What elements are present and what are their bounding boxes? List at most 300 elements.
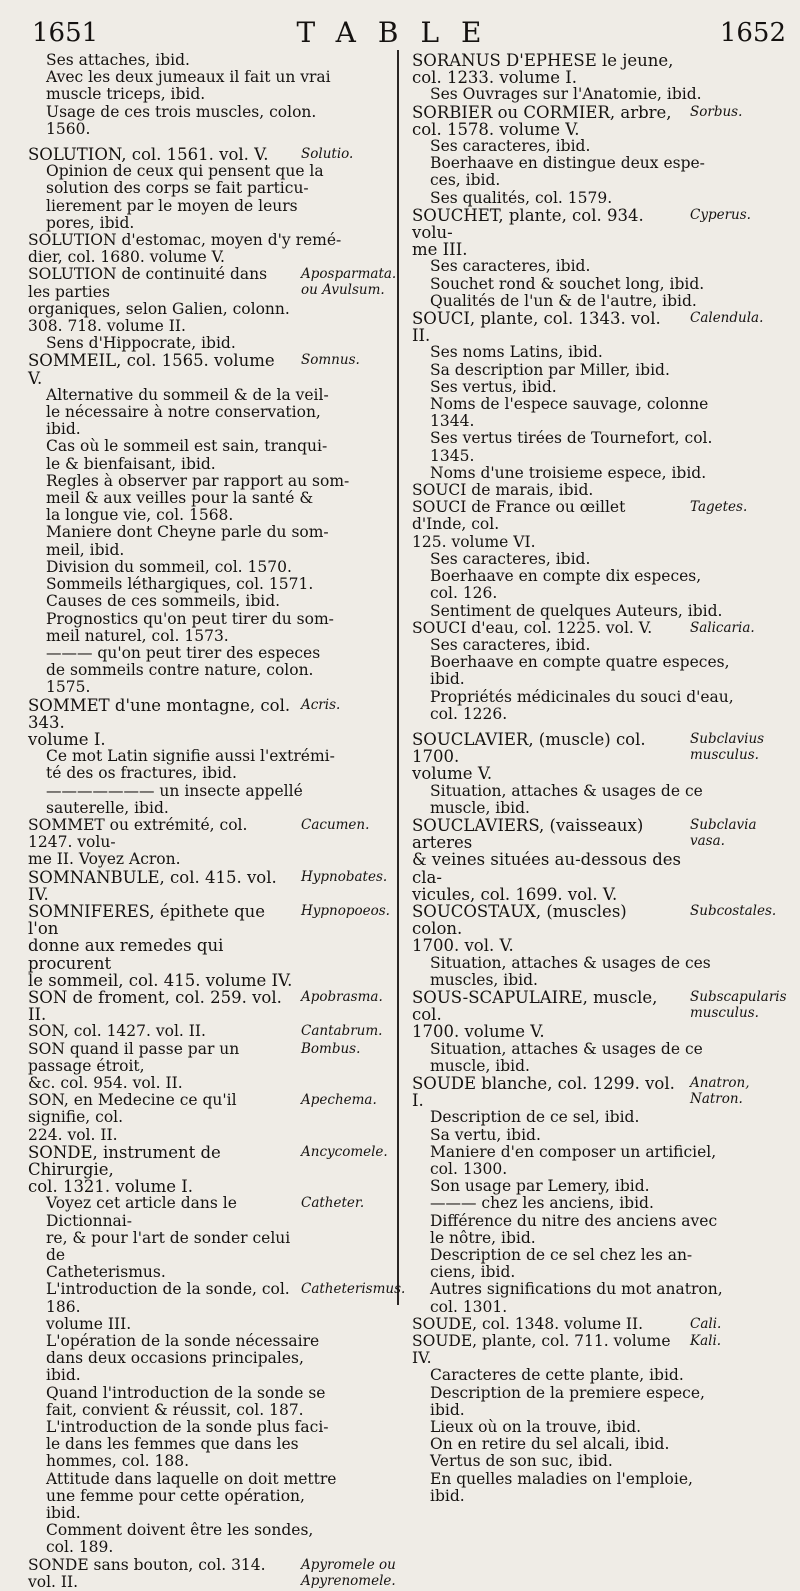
entry-text: [412, 190, 792, 207]
entry-line: Caracteres de cette plante, ibid.: [430, 1366, 684, 1385]
entry-line: col. 1226.: [430, 704, 508, 723]
entry-line: Opinion de ceux qui pensent que la: [46, 162, 324, 181]
latin-margin-note: Subclavius musculus.: [690, 730, 765, 763]
entry-line: Description de ce sel chez les an-: [430, 1246, 693, 1265]
entry-line: 1345.: [430, 446, 475, 465]
index-entry: [412, 104, 792, 138]
entry-text: [412, 293, 792, 310]
entry-line: L'introduction de la sonde, col. 186.: [46, 1280, 295, 1316]
entry-line: une femme pour cette opération,: [46, 1486, 305, 1505]
entry-line: Description de la premiere espece,: [430, 1383, 705, 1402]
entry-line: col. 1300.: [430, 1160, 508, 1178]
latin-margin-note: Somnus.: [301, 352, 360, 369]
index-entry: [28, 232, 403, 266]
entry-text: [412, 689, 792, 723]
latin-margin-note: Ancycomele.: [301, 1143, 388, 1160]
entry-line: SON, en Medecine ce qu'il signifie, col.: [28, 1091, 242, 1127]
entry-line: me II. Voyez Acron.: [28, 850, 181, 869]
entry-text: [412, 344, 792, 361]
latin-margin-note: Kali.: [690, 1333, 722, 1350]
index-entry: [412, 1453, 792, 1470]
entry-line: muscles, ibid.: [430, 970, 538, 989]
entry-text: [412, 1281, 792, 1315]
entry-line: Sa vertu, ibid.: [430, 1125, 541, 1144]
entry-line: Alternative du sommeil & de la veil-: [46, 385, 329, 404]
entry-line: Ses caracteres, ibid.: [430, 635, 591, 654]
latin-margin-note: Hypnobates.: [301, 868, 388, 885]
entry-line: SONDE sans bouton, col. 314. vol. II.: [28, 1555, 271, 1591]
entry-line: SOMNANBULE, col. 415. vol. IV.: [28, 867, 282, 904]
index-entry: [28, 1522, 403, 1556]
entry-line: Lieux où on la trouve, ibid.: [430, 1418, 642, 1437]
entry-line: 224. vol. II.: [28, 1125, 118, 1144]
entry-line: L'opération de la sonde nécessaire: [46, 1332, 320, 1351]
entry-line: SOUCI de marais, ibid.: [412, 481, 594, 500]
entry-text: [28, 576, 403, 593]
entry-text: [412, 1041, 792, 1075]
entry-line: volume III.: [46, 1314, 132, 1333]
entry-line: 1700. volume V.: [412, 1022, 545, 1042]
latin-margin-note: Solutio.: [301, 146, 354, 163]
index-entry: [28, 748, 403, 782]
entry-text: [412, 258, 792, 275]
index-entry: [28, 989, 403, 1023]
entry-text: [28, 524, 403, 558]
entry-text: [28, 232, 403, 266]
index-entry: [28, 1280, 406, 1333]
entry-line: SOUDE, plante, col. 711. volume IV.: [412, 1332, 676, 1368]
entry-line: SONDE, instrument de Chirurgie,: [28, 1142, 227, 1179]
index-entry: [28, 1023, 403, 1040]
index-entry: [28, 559, 403, 576]
latin-margin-note: Apobrasma.: [301, 988, 383, 1005]
entry-text: [412, 482, 792, 499]
entry-line: ibid.: [430, 670, 465, 689]
entry-line: ibid.: [46, 1504, 81, 1523]
entry-line: muscle, ibid.: [430, 798, 530, 817]
right-column: [412, 52, 792, 1505]
entry-text: [412, 1471, 792, 1505]
index-entry: [28, 1195, 403, 1281]
entry-line: Vertus de son suc, ibid.: [430, 1452, 613, 1471]
entry-line: SON, col. 1427. vol. II.: [28, 1022, 206, 1041]
entry-line: Division du sommeil, col. 1570.: [46, 557, 292, 576]
entry-text: [28, 104, 403, 138]
entry-line: SOUCOSTAUX, (muscles) colon.: [412, 901, 632, 939]
entry-line: Noms d'une troisieme espece, ibid.: [430, 463, 707, 482]
index-entry: [28, 1041, 403, 1093]
entry-text: [412, 1127, 792, 1144]
entry-text: [412, 783, 792, 817]
entry-line: Boerhaave en compte quatre especes,: [430, 653, 730, 672]
entry-line: Différence du nitre des anciens avec: [430, 1211, 718, 1230]
index-entry: [412, 620, 792, 637]
entry-text: [412, 1213, 792, 1247]
entry-line: Sentiment de quelques Auteurs, ibid.: [430, 601, 723, 620]
entry-line: Cas où le sommeil est sain, tranqui-: [46, 437, 328, 456]
entry-line: Regles à observer par rapport au som-: [46, 471, 350, 490]
entry-text: [412, 1178, 792, 1195]
index-entry: [412, 379, 792, 396]
entry-line: ibid.: [46, 420, 81, 439]
entry-line: Qualités de l'un & de l'autre, ibid.: [430, 291, 697, 310]
entry-line: SORANUS D'EPHESE le jeune,: [412, 51, 674, 70]
entry-line: Comment doivent être les sondes,: [46, 1521, 314, 1540]
latin-margin-note: Cacumen.: [301, 816, 370, 833]
index-entry: [412, 276, 792, 293]
latin-margin-note: Apyromele ou Apyrenomele.: [301, 1556, 396, 1589]
index-entry: [412, 1213, 792, 1247]
entry-line: 308. 718. volume II.: [28, 317, 186, 336]
entry-line: SOLUTION de continuité dans les parties: [28, 265, 272, 301]
latin-margin-note: Hypnopoeos.: [301, 902, 390, 919]
index-entry: [412, 465, 792, 482]
entry-line: Situation, attaches & usages de ces: [430, 953, 711, 972]
index-entry: [412, 1471, 792, 1505]
entry-line: 125. volume VI.: [412, 532, 536, 551]
entry-line: le nécessaire à notre conservation,: [46, 403, 321, 422]
latin-margin-note: Apechema.: [301, 1092, 377, 1109]
entry-line: dans deux occasions principales,: [46, 1349, 304, 1368]
latin-margin-note: Anatron, Natron.: [690, 1074, 750, 1107]
index-entry: [412, 258, 792, 275]
entry-line: Avec les deux jumeaux il fait un vrai: [46, 68, 331, 87]
entry-line: meil naturel, col. 1573.: [46, 626, 229, 645]
entry-line: Sommeils léthargiques, col. 1571.: [46, 575, 314, 594]
index-entry: [28, 576, 403, 593]
entry-line: Ce mot Latin signifie aussi l'extrémi-: [46, 747, 335, 766]
entry-line: ——————— un insecte appellé: [46, 781, 303, 800]
entry-text: [412, 362, 792, 379]
index-entry: [28, 387, 403, 439]
entry-line: col. 189.: [46, 1538, 114, 1557]
entry-text: [412, 1419, 792, 1436]
entry-line: SOUCLAVIER, (muscle) col. 1700.: [412, 729, 651, 767]
entry-text: [412, 654, 792, 688]
entry-line: muscle, ibid.: [430, 1056, 530, 1075]
entry-text: [412, 379, 792, 396]
index-entry: [28, 611, 403, 645]
latin-margin-note: Bombus.: [301, 1040, 361, 1057]
entry-text: [412, 955, 792, 989]
entry-line: Boerhaave en compte dix especes,: [430, 567, 702, 586]
entry-text: [28, 387, 403, 439]
entry-line: On en retire du sel alcali, ibid.: [430, 1435, 670, 1454]
index-entry: [412, 1127, 792, 1144]
entry-line: ibid.: [430, 1400, 465, 1419]
entry-line: Souchet rond & souchet long, ibid.: [430, 274, 705, 293]
index-entry: [28, 1385, 403, 1419]
entry-line: ——— chez les anciens, ibid.: [430, 1194, 654, 1213]
index-entry: [28, 146, 403, 163]
entry-line: Ses noms Latins, ibid.: [430, 343, 603, 362]
index-entry: [28, 52, 403, 69]
entry-line: volume V.: [412, 764, 493, 784]
entry-line: col. 1301.: [430, 1297, 508, 1316]
entry-line: Catheterismus.: [46, 1263, 166, 1282]
index-entry: [412, 637, 792, 654]
entry-line: SORBIER ou CORMIER, arbre,: [412, 102, 672, 122]
entry-line: 1560.: [46, 119, 91, 138]
index-entry: [412, 344, 792, 361]
index-entry: [28, 1333, 403, 1385]
entry-line: Ses caracteres, ibid.: [430, 137, 591, 156]
entry-text: [412, 155, 792, 189]
entry-line: té des os fractures, ibid.: [46, 764, 237, 783]
index-entry: [28, 903, 403, 989]
index-entry: [412, 1333, 792, 1367]
entry-line: le nôtre, ibid.: [430, 1228, 536, 1247]
entry-text: [28, 1333, 403, 1385]
entry-line: col. 126.: [430, 584, 498, 603]
entry-line: SOUCI d'eau, col. 1225. vol. V.: [412, 618, 653, 637]
index-entry: [412, 190, 792, 207]
entry-line: col. 1321. volume I.: [28, 1177, 193, 1197]
entry-text: [412, 1247, 792, 1281]
entry-line: ——— qu'on peut tirer des especes: [46, 643, 321, 662]
entry-line: SOUCI, plante, col. 1343. vol. II.: [412, 309, 667, 346]
latin-margin-note: Catheterismus.: [301, 1281, 406, 1298]
entry-line: le dans les femmes que dans les: [46, 1435, 299, 1454]
index-entry: [28, 817, 403, 869]
entry-text: [28, 163, 403, 232]
entry-line: &c. col. 954. vol. II.: [28, 1073, 183, 1092]
index-entry: [412, 499, 792, 551]
entry-text: [28, 593, 403, 610]
entry-line: Attitude dans laquelle on doit mettre: [46, 1469, 337, 1488]
index-entry: [412, 1109, 792, 1126]
entry-text: [28, 645, 403, 697]
latin-margin-note: Tagetes.: [690, 499, 748, 516]
index-entry: [28, 438, 403, 472]
entry-line: En quelles maladies on l'emploie,: [430, 1469, 693, 1488]
entry-text: [412, 1195, 792, 1212]
latin-margin-note: Subclavia vasa.: [690, 816, 757, 849]
entry-line: solution des corps se fait particu-: [46, 179, 309, 198]
latin-margin-note: Aposparmata. ou Avulsum.: [301, 266, 397, 299]
entry-line: SOUS-SCAPULAIRE, muscle, col.: [412, 987, 663, 1025]
index-entry: [28, 869, 403, 903]
index-entry: [412, 1385, 792, 1419]
index-entry: [412, 568, 792, 602]
page-number-left: 1651: [32, 18, 99, 48]
entry-line: SOUCHET, plante, col. 934. volu-: [412, 205, 649, 243]
entry-line: re, & pour l'art de sonder celui de: [46, 1228, 296, 1265]
entry-line: Quand l'introduction de la sonde se: [46, 1383, 326, 1402]
index-entry: [412, 396, 792, 430]
entry-text: [28, 783, 403, 817]
entry-text: [28, 1385, 403, 1419]
entry-line: Situation, attaches & usages de ce: [430, 781, 703, 800]
entry-line: me III.: [412, 240, 468, 260]
latin-margin-note: Subscapularis musculus.: [690, 988, 787, 1021]
entry-line: Sens d'Hippocrate, ibid.: [46, 334, 236, 353]
index-entry: [412, 1367, 792, 1384]
entry-line: Maniere dont Cheyne parle du som-: [46, 523, 329, 542]
index-entry: [412, 1178, 792, 1195]
entry-line: Voyez cet article dans le Dictionnai-: [46, 1194, 242, 1230]
latin-margin-note: Acris.: [301, 696, 341, 713]
index-entry: [412, 817, 792, 903]
entry-line: SOMNIFERES, épithete que l'on: [28, 901, 271, 939]
entry-line: SOUDE blanche, col. 1299. vol. I.: [412, 1073, 681, 1111]
index-entry: [412, 207, 792, 259]
index-entry: [412, 1075, 792, 1109]
entry-line: Situation, attaches & usages de ce: [430, 1039, 703, 1058]
entry-line: la longue vie, col. 1568.: [46, 506, 234, 525]
entry-text: [412, 637, 792, 654]
entry-line: meil & aux veilles pour la santé &: [46, 489, 314, 508]
entry-line: SOMMET ou extrémité, col. 1247. volu-: [28, 815, 253, 852]
running-title: TABLE: [296, 16, 504, 49]
index-entry: [28, 163, 403, 232]
entry-text: [412, 568, 792, 602]
latin-margin-note: Calendula.: [690, 310, 764, 327]
index-entry: [412, 1144, 792, 1178]
entry-line: sauterelle, ibid.: [46, 798, 169, 817]
entry-line: hommes, col. 188.: [46, 1452, 190, 1471]
index-entry: [28, 335, 403, 352]
index-entry: [412, 1316, 792, 1333]
entry-line: SON quand il passe par un passage étroit,: [28, 1039, 245, 1075]
entry-line: volume I.: [28, 729, 106, 749]
index-entry: [412, 482, 792, 499]
entry-text: [28, 473, 403, 525]
entry-line: col. 1233. volume I.: [412, 68, 577, 88]
entry-text: [412, 1144, 792, 1178]
entry-line: Ses caracteres, ibid.: [430, 549, 591, 568]
entry-line: col. 1578. volume V.: [412, 119, 580, 139]
entry-text: [28, 1471, 403, 1523]
entry-line: vicules, col. 1699. vol. V.: [412, 884, 618, 904]
latin-margin-note: Subcostales.: [690, 902, 777, 919]
index-entry: [412, 603, 792, 620]
index-entry: [28, 1092, 403, 1144]
entry-line: Description de ce sel, ibid.: [430, 1108, 640, 1127]
entry-line: SOLUTION d'estomac, moyen d'y remé-: [28, 231, 342, 250]
entry-line: 1575.: [46, 678, 91, 697]
entry-line: Son usage par Lemery, ibid.: [430, 1177, 650, 1196]
index-entry: [28, 783, 403, 817]
entry-line: ibid.: [46, 1366, 81, 1385]
entry-line: Sa description par Miller, ibid.: [430, 360, 670, 379]
entry-line: SOMMET d'une montagne, col. 343.: [28, 695, 296, 732]
entry-text: [28, 52, 403, 69]
entry-text: [412, 1367, 792, 1384]
entry-line: Ses Ouvrages sur l'Anatomie, ibid.: [430, 85, 702, 104]
index-entry: [412, 783, 792, 817]
entry-text: [412, 1109, 792, 1126]
entry-line: le sommeil, col. 415. volume IV.: [28, 970, 293, 990]
entry-text: [412, 396, 792, 430]
index-entry: [412, 155, 792, 189]
entry-line: ibid.: [430, 1486, 465, 1505]
entry-text: [412, 430, 792, 464]
entry-text: [412, 86, 792, 103]
index-entry: [412, 1195, 792, 1212]
latin-margin-note: Salicaria.: [690, 619, 755, 636]
index-entry: [28, 473, 403, 525]
entry-text: [412, 138, 792, 155]
entry-line: Ses vertus tirées de Tournefort, col.: [430, 429, 713, 448]
entry-line: donne aux remedes qui procurent: [28, 936, 229, 973]
entry-line: Usage de ces trois muscles, colon.: [46, 102, 317, 121]
entry-text: [28, 559, 403, 576]
entry-line: Noms de l'espece sauvage, colonne: [430, 395, 709, 414]
entry-line: SOUCLAVIERS, (vaisseaux) arteres: [412, 815, 649, 853]
index-entry: [412, 430, 792, 464]
entry-line: ces, ibid.: [430, 171, 501, 190]
left-column: [28, 51, 406, 1591]
index-entry: [412, 1247, 792, 1281]
entry-line: 1344.: [430, 412, 475, 431]
entry-line: muscle triceps, ibid.: [46, 85, 206, 104]
entry-text: [412, 1385, 792, 1419]
index-entry: [28, 524, 403, 558]
entry-line: Causes de ces sommeils, ibid.: [46, 592, 281, 611]
entry-text: [412, 1436, 792, 1453]
index-entry: [28, 1419, 403, 1471]
index-entry: [28, 1144, 403, 1196]
entry-text: [412, 603, 792, 620]
latin-margin-note: Cyperus.: [690, 206, 751, 223]
index-entry: [412, 52, 792, 86]
entry-text: [28, 1522, 403, 1556]
entry-line: Ses attaches, ibid.: [46, 51, 190, 69]
index-entry: [28, 697, 403, 749]
entry-line: Ses qualités, col. 1579.: [430, 188, 613, 207]
entry-line: SOMMEIL, col. 1565. volume V.: [28, 351, 280, 388]
latin-margin-note: Cali.: [690, 1315, 722, 1332]
latin-margin-note: Catheter.: [301, 1195, 365, 1212]
entry-line: dier, col. 1680. volume V.: [28, 248, 225, 267]
entry-text: [28, 748, 403, 782]
index-entry: [28, 593, 403, 610]
index-entry: [412, 1041, 792, 1075]
index-entry: [412, 1419, 792, 1436]
index-entry: [28, 352, 403, 386]
index-entry: [412, 551, 792, 568]
entry-line: le & bienfaisant, ibid.: [46, 454, 216, 473]
index-entry: [412, 1281, 792, 1315]
entry-line: pores, ibid.: [46, 213, 135, 232]
entry-line: L'introduction de la sonde plus faci-: [46, 1418, 329, 1437]
entry-line: SOUCI de France ou œillet d'Inde, col.: [412, 498, 631, 534]
entry-line: Autres significations du mot anatron,: [430, 1280, 723, 1299]
entry-line: Prognostics qu'on peut tirer du som-: [46, 609, 334, 628]
entry-text: [412, 276, 792, 293]
entry-line: de sommeils contre nature, colon.: [46, 661, 314, 680]
entry-line: Maniere d'en composer un artificiel,: [430, 1142, 717, 1161]
index-entry: [28, 69, 403, 103]
entry-line: Propriétés médicinales du souci d'eau,: [430, 687, 734, 706]
index-entry: [412, 362, 792, 379]
entry-line: Boerhaave en distingue deux espe-: [430, 154, 705, 173]
index-entry: [412, 86, 792, 103]
entry-line: ciens, ibid.: [430, 1263, 516, 1282]
entry-text: [28, 1419, 403, 1471]
index-entry: [412, 654, 792, 688]
entry-text: [412, 1453, 792, 1470]
entry-line: Ses caracteres, ibid.: [430, 257, 591, 276]
index-entry: [412, 310, 792, 344]
latin-margin-note: Cantabrum.: [301, 1023, 383, 1040]
entry-line: SON de froment, col. 259. vol. II.: [28, 987, 288, 1025]
index-entry: [28, 1557, 403, 1591]
entry-line: & veines situées au-dessous des cla-: [412, 850, 687, 887]
entry-line: organiques, selon Galien, colonn.: [28, 299, 290, 318]
index-entry: [412, 903, 792, 955]
